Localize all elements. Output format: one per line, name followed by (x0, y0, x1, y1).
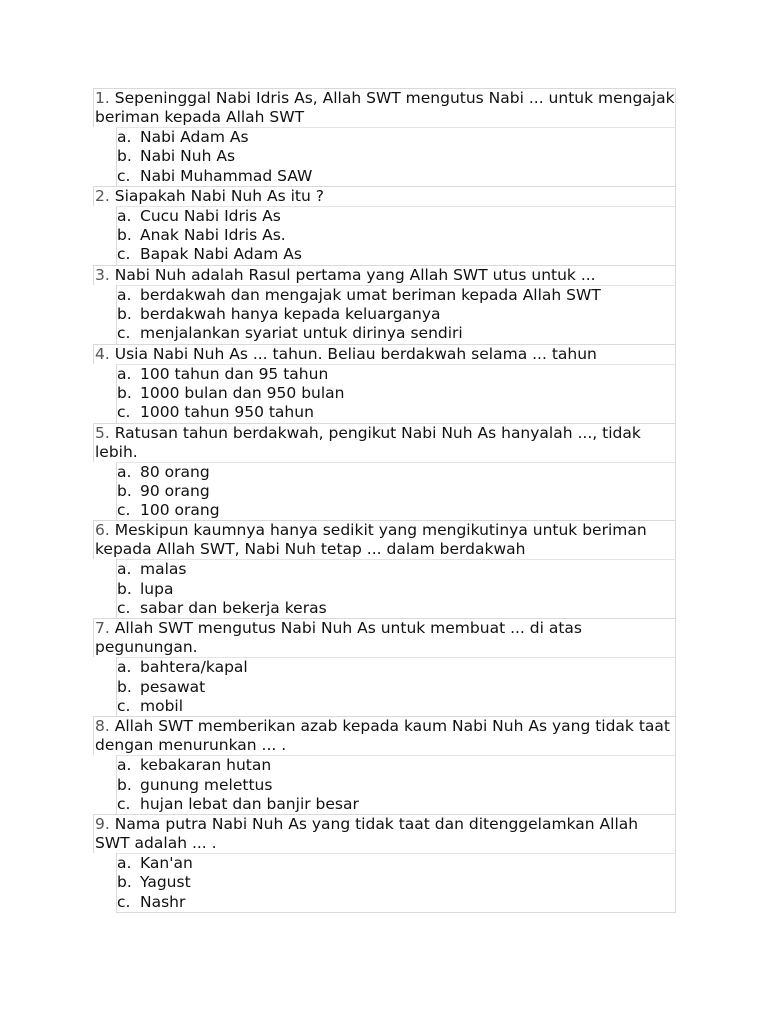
quiz-document (93, 88, 676, 913)
question-number: 1. (95, 89, 110, 107)
answer-options (116, 127, 676, 186)
question-number: 8. (95, 717, 110, 736)
option-letter: c. (117, 501, 131, 520)
answer-option (117, 147, 675, 166)
option-letter: b. (117, 383, 132, 402)
option-text: Nabi Nuh As (140, 147, 236, 166)
question-text: Allah SWT memberikan azab kepada kaum Nabi Nuh As yang tidak taat dengan menurunkan ... . (95, 717, 670, 755)
question-text: Sepeninggal Nabi Idris As, Allah SWT mengutus Nabi ... untuk mengajak beriman kepada Allah SWT (95, 89, 675, 126)
answer-options (116, 364, 676, 423)
option-letter: c. (117, 245, 131, 264)
question-text: Siapakah Nabi Nuh As itu ? (114, 186, 324, 205)
question-block (93, 618, 676, 716)
question-block (93, 423, 676, 521)
question-text: Nabi Nuh adalah Rasul pertama yang Allah SWT utus untuk ... (114, 265, 596, 284)
question-number: 2. (95, 186, 110, 205)
option-text: gunung melettus (140, 775, 273, 794)
question-block (93, 265, 676, 344)
answer-options (116, 657, 676, 716)
answer-option (117, 305, 675, 324)
question-number: 6. (95, 521, 110, 540)
answer-option (117, 128, 675, 147)
option-letter: c. (117, 892, 131, 911)
answer-option (117, 580, 675, 599)
answer-option (117, 599, 675, 618)
option-text: sabar dan bekerja keras (140, 599, 327, 618)
option-text: Nabi Adam As (140, 128, 249, 146)
answer-options (116, 462, 676, 521)
answer-option (117, 167, 675, 186)
question-number: 5. (95, 423, 110, 442)
question-text-row (93, 520, 676, 559)
option-letter: a. (117, 285, 132, 304)
option-text: berdakwah hanya kepada keluarganya (140, 305, 441, 324)
answer-option (117, 403, 675, 422)
option-text: malas (140, 560, 187, 579)
option-text: mobil (140, 696, 184, 715)
option-letter: a. (117, 364, 132, 383)
option-letter: b. (117, 775, 132, 794)
question-text-row (93, 423, 676, 462)
option-letter: a. (117, 658, 132, 677)
option-text: Bapak Nabi Adam As (140, 245, 302, 264)
answer-option (117, 854, 675, 873)
option-text: 80 orang (140, 462, 210, 481)
option-text: Nashr (140, 892, 186, 911)
option-letter: a. (117, 462, 132, 481)
option-letter: a. (117, 560, 132, 579)
option-letter: b. (117, 305, 132, 324)
option-letter: c. (117, 324, 131, 343)
answer-option (117, 226, 675, 245)
answer-option (117, 482, 675, 501)
option-text: 1000 bulan dan 950 bulan (140, 383, 345, 402)
option-text: Yagust (140, 873, 191, 892)
answer-option (117, 384, 675, 403)
answer-option (117, 678, 675, 697)
answer-options (116, 853, 676, 913)
option-text: bahtera/kapal (140, 658, 248, 677)
answer-option (117, 893, 675, 912)
question-text: Allah SWT mengutus Nabi Nuh As untuk membuat ... di atas pegunungan. (95, 619, 583, 657)
option-letter: b. (117, 873, 132, 892)
question-number: 4. (95, 344, 110, 363)
answer-option (117, 463, 675, 482)
option-text: kebakaran hutan (140, 756, 272, 775)
option-text: Kan'an (140, 854, 193, 873)
answer-options (116, 755, 676, 814)
question-block (93, 88, 676, 186)
question-block (93, 186, 676, 265)
answer-option (117, 697, 675, 716)
question-text-row (93, 344, 676, 364)
option-letter: c. (117, 794, 131, 813)
question-text-row (93, 618, 676, 657)
option-letter: a. (117, 756, 132, 775)
question-text-row (93, 716, 676, 755)
option-letter: b. (117, 226, 132, 245)
answer-option (117, 501, 675, 520)
option-text: Nabi Muhammad SAW (140, 166, 313, 185)
question-text: Ratusan tahun berdakwah, pengikut Nabi Nuh As hanyalah ..., tidak lebih. (95, 423, 641, 461)
option-text: pesawat (140, 677, 206, 696)
option-letter: a. (117, 128, 132, 146)
question-text: Usia Nabi Nuh As ... tahun. Beliau berdakwah selama ... tahun (114, 344, 597, 363)
question-text-row (93, 814, 676, 853)
question-number: 3. (95, 265, 110, 284)
question-block (93, 716, 676, 814)
question-text: Meskipun kaumnya hanya sedikit yang mengikutinya untuk beriman kepada Allah SWT, Nabi Nuh tetap ... dalam berdakwah (95, 521, 647, 559)
option-letter: c. (117, 403, 131, 422)
option-text: berdakwah dan mengajak umat beriman kepada Allah SWT (140, 285, 601, 304)
answer-option (117, 756, 675, 775)
option-letter: b. (117, 579, 132, 598)
answer-option (117, 776, 675, 795)
question-text-row (93, 186, 676, 206)
option-letter: c. (117, 696, 131, 715)
question-block (93, 814, 676, 913)
answer-option (117, 795, 675, 814)
option-text: Anak Nabi Idris As. (140, 226, 286, 245)
option-text: lupa (140, 579, 174, 598)
answer-option (117, 324, 675, 343)
option-letter: a. (117, 854, 132, 873)
option-letter: b. (117, 147, 132, 166)
answer-option (117, 560, 675, 579)
answer-option (117, 365, 675, 384)
option-text: 1000 tahun 950 tahun (140, 403, 314, 422)
question-text-row (93, 265, 676, 285)
option-text: 100 orang (140, 501, 220, 520)
option-letter: c. (117, 166, 131, 185)
answer-option (117, 658, 675, 677)
answer-options (116, 559, 676, 618)
option-text: hujan lebat dan banjir besar (140, 794, 359, 813)
question-text-row (93, 88, 676, 127)
option-letter: b. (117, 677, 132, 696)
answer-option (117, 207, 675, 226)
answer-option (117, 873, 675, 892)
question-number: 7. (95, 619, 110, 638)
answer-options (116, 285, 676, 344)
option-letter: b. (117, 481, 132, 500)
option-text: 100 tahun dan 95 tahun (140, 364, 329, 383)
answer-option (117, 286, 675, 305)
answer-options (116, 206, 676, 265)
option-text: Cucu Nabi Idris As (140, 206, 281, 225)
answer-option (117, 245, 675, 264)
question-text: Nama putra Nabi Nuh As yang tidak taat dan ditenggelamkan Allah SWT adalah ... . (95, 815, 639, 853)
option-letter: a. (117, 206, 132, 225)
question-block (93, 520, 676, 618)
option-text: menjalankan syariat untuk dirinya sendiri (140, 324, 463, 343)
question-number: 9. (95, 815, 110, 834)
option-letter: c. (117, 599, 131, 618)
question-block (93, 344, 676, 423)
option-text: 90 orang (140, 481, 210, 500)
